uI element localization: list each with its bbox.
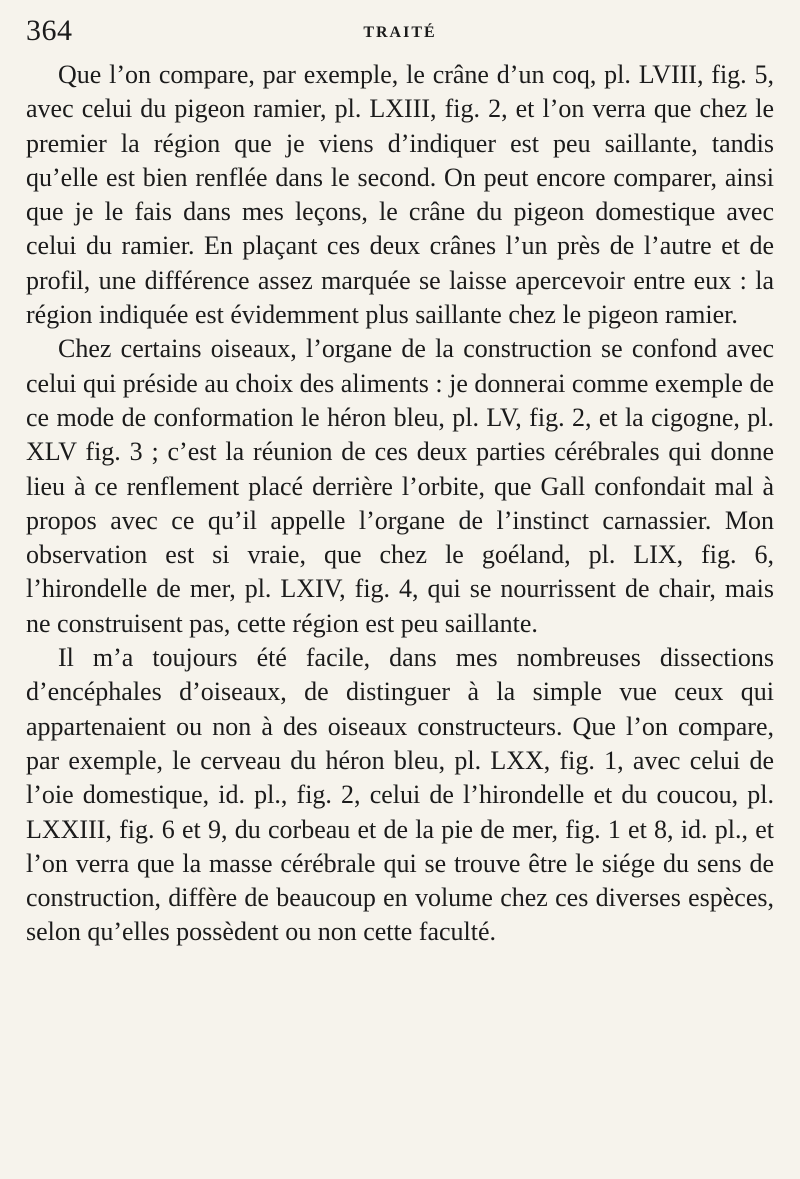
running-head: TRAITÉ	[363, 24, 437, 41]
paragraph-3: Il m’a toujours été facile, dans mes nombreuses dissections d’encéphales d’oiseaux, de distinguer à la simple vue ceux qui appartenaient ou non à des oiseaux constructeurs. Que l’on compare, par exemple, le cerveau du héron bleu, pl. LXX, fig. 1, avec celui de l’oie domestique, id. pl., fig. 2, celui de l’hirondelle et du coucou, pl. LXXIII, fig. 6 et 9, du corbeau et de la pie de mer, fig. 1 et 8, id. pl., et l’on verra que la masse cérébrale qui se trouve être le siége du sens de construction, diffère de beaucoup en volume chez ces diverses espèces, selon qu’elles possèdent ou non cette faculté.	[26, 643, 774, 947]
page-header	[26, 14, 774, 58]
paragraph-1: Que l’on compare, par exemple, le crâne d’un coq, pl. LVIII, fig. 5, avec celui du pigeon ramier, pl. LXIII, fig. 2, et l’on verra que chez le premier la région que je viens d’indiquer est peu saillante, tandis qu’elle est bien renflée dans le second. On peut encore comparer, ainsi que je le fais dans mes leçons, le crâne du pigeon domestique avec celui du ramier. En plaçant ces deux crânes l’un près de l’autre et de profil, une différence assez marquée se laisse apercevoir entre eux : la région indiquée est évidemment plus saillante chez le pigeon ramier.	[26, 60, 774, 330]
page-number: 364	[26, 14, 73, 47]
body-text	[26, 58, 774, 950]
paragraph-2: Chez certains oiseaux, l’organe de la construction se confond avec celui qui préside au choix des aliments : je donnerai comme exemple de ce mode de conformation le héron bleu, pl. LV, fig. 2, et la cigogne, pl. XLV fig. 3 ; c’est la réunion de ces deux parties cérébrales qui donne lieu à ce renflement placé derrière l’orbite, que Gall confondait mal à propos avec ce qu’il appelle l’organe de l’instinct carnassier. Mon observation est si vraie, que chez le goéland, pl. LIX, fig. 6, l’hirondelle de mer, pl. LXIV, fig. 4, qui se nourrissent de chair, mais ne construisent pas, cette région est peu saillante.	[26, 334, 774, 638]
